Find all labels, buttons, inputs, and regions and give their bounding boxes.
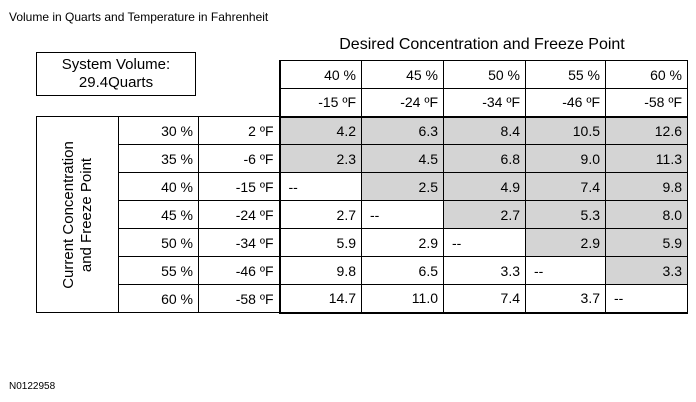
- current-concentration-cell: 60 %: [119, 285, 199, 313]
- table-row: [37, 145, 688, 173]
- current-concentration-cell: 35 %: [119, 145, 199, 173]
- desired-freeze-cell: -15 ºF: [280, 89, 362, 117]
- blank-cell: [199, 61, 280, 89]
- volume-cell: 2.9: [362, 229, 444, 257]
- current-concentration-cell: 45 %: [119, 201, 199, 229]
- volume-cell: 2.3: [280, 145, 362, 173]
- table-row: [37, 201, 688, 229]
- volume-cell: 2.9: [526, 229, 606, 257]
- figure-id: N0122958: [9, 381, 56, 392]
- volume-cell: 9.0: [526, 145, 606, 173]
- table-row: [37, 173, 688, 201]
- volume-cell: 5.3: [526, 201, 606, 229]
- desired-freeze-cell: -58 ºF: [606, 89, 688, 117]
- current-concentration-label: [60, 141, 96, 289]
- current-freeze-cell: -15 ºF: [199, 173, 280, 201]
- desired-concentration-cell: 60 %: [606, 61, 688, 89]
- blank-cell: [37, 61, 119, 89]
- blank-cell: [119, 61, 199, 89]
- volume-cell: 9.8: [606, 173, 688, 201]
- volume-cell: 4.9: [444, 173, 526, 201]
- table-row: [37, 285, 688, 313]
- volume-cell: 11.3: [606, 145, 688, 173]
- desired-concentration-header: Desired Concentration and Freeze Point: [339, 36, 625, 53]
- table-body: [37, 61, 688, 313]
- current-freeze-cell: -24 ºF: [199, 201, 280, 229]
- current-freeze-cell: 2 ºF: [199, 117, 280, 145]
- current-concentration-label-line1: Current Concentration: [59, 140, 77, 289]
- desired-concentration-cell: 40 %: [280, 61, 362, 89]
- volume-cell: 9.8: [280, 257, 362, 285]
- volume-cell: 7.4: [526, 173, 606, 201]
- volume-cell: 2.7: [444, 201, 526, 229]
- volume-cell: --: [606, 285, 688, 313]
- volume-cell: 3.3: [444, 257, 526, 285]
- current-concentration-label-cell: [37, 117, 119, 313]
- desired-concentration-cell: 55 %: [526, 61, 606, 89]
- desired-concentration-cell: 45 %: [362, 61, 444, 89]
- volume-cell: 8.4: [444, 117, 526, 145]
- volume-cell: 3.3: [606, 257, 688, 285]
- desired-concentration-row: [37, 61, 688, 89]
- volume-cell: 7.4: [444, 285, 526, 313]
- desired-freeze-cell: -46 ºF: [526, 89, 606, 117]
- volume-cell: 5.9: [280, 229, 362, 257]
- volume-cell: 5.9: [606, 229, 688, 257]
- current-freeze-cell: -58 ºF: [199, 285, 280, 313]
- coolant-concentration-table: [36, 60, 688, 314]
- coolant-table-wrapper: [36, 60, 688, 314]
- current-concentration-label-line2: and Freeze Point: [77, 157, 95, 272]
- current-freeze-cell: -46 ºF: [199, 257, 280, 285]
- current-concentration-cell: 55 %: [119, 257, 199, 285]
- desired-freeze-cell: -24 ºF: [362, 89, 444, 117]
- blank-cell: [119, 89, 199, 117]
- table-row: [37, 257, 688, 285]
- blank-cell: [199, 89, 280, 117]
- volume-cell: 10.5: [526, 117, 606, 145]
- volume-cell: 6.8: [444, 145, 526, 173]
- page-title: Volume in Quarts and Temperature in Fahrenheit: [9, 10, 269, 24]
- volume-cell: 6.3: [362, 117, 444, 145]
- volume-cell: 11.0: [362, 285, 444, 313]
- volume-cell: 3.7: [526, 285, 606, 313]
- desired-freeze-row: [37, 89, 688, 117]
- blank-cell: [37, 89, 119, 117]
- table-row: [37, 229, 688, 257]
- volume-cell: --: [526, 257, 606, 285]
- volume-cell: 2.5: [362, 173, 444, 201]
- system-volume-label: System Volume:: [61, 56, 171, 73]
- volume-cell: 12.6: [606, 117, 688, 145]
- volume-cell: 8.0: [606, 201, 688, 229]
- current-concentration-cell: 40 %: [119, 173, 199, 201]
- volume-cell: 14.7: [280, 285, 362, 313]
- volume-cell: --: [444, 229, 526, 257]
- volume-cell: --: [280, 173, 362, 201]
- system-volume-value: 29.4Quarts: [78, 74, 154, 91]
- volume-cell: --: [362, 201, 444, 229]
- current-freeze-cell: -34 ºF: [199, 229, 280, 257]
- volume-cell: 6.5: [362, 257, 444, 285]
- volume-cell: 4.2: [280, 117, 362, 145]
- current-concentration-cell: 50 %: [119, 229, 199, 257]
- desired-freeze-cell: -34 ºF: [444, 89, 526, 117]
- volume-cell: 2.7: [280, 201, 362, 229]
- table-row: [37, 117, 688, 145]
- current-freeze-cell: -6 ºF: [199, 145, 280, 173]
- volume-cell: 4.5: [362, 145, 444, 173]
- current-concentration-cell: 30 %: [119, 117, 199, 145]
- desired-concentration-cell: 50 %: [444, 61, 526, 89]
